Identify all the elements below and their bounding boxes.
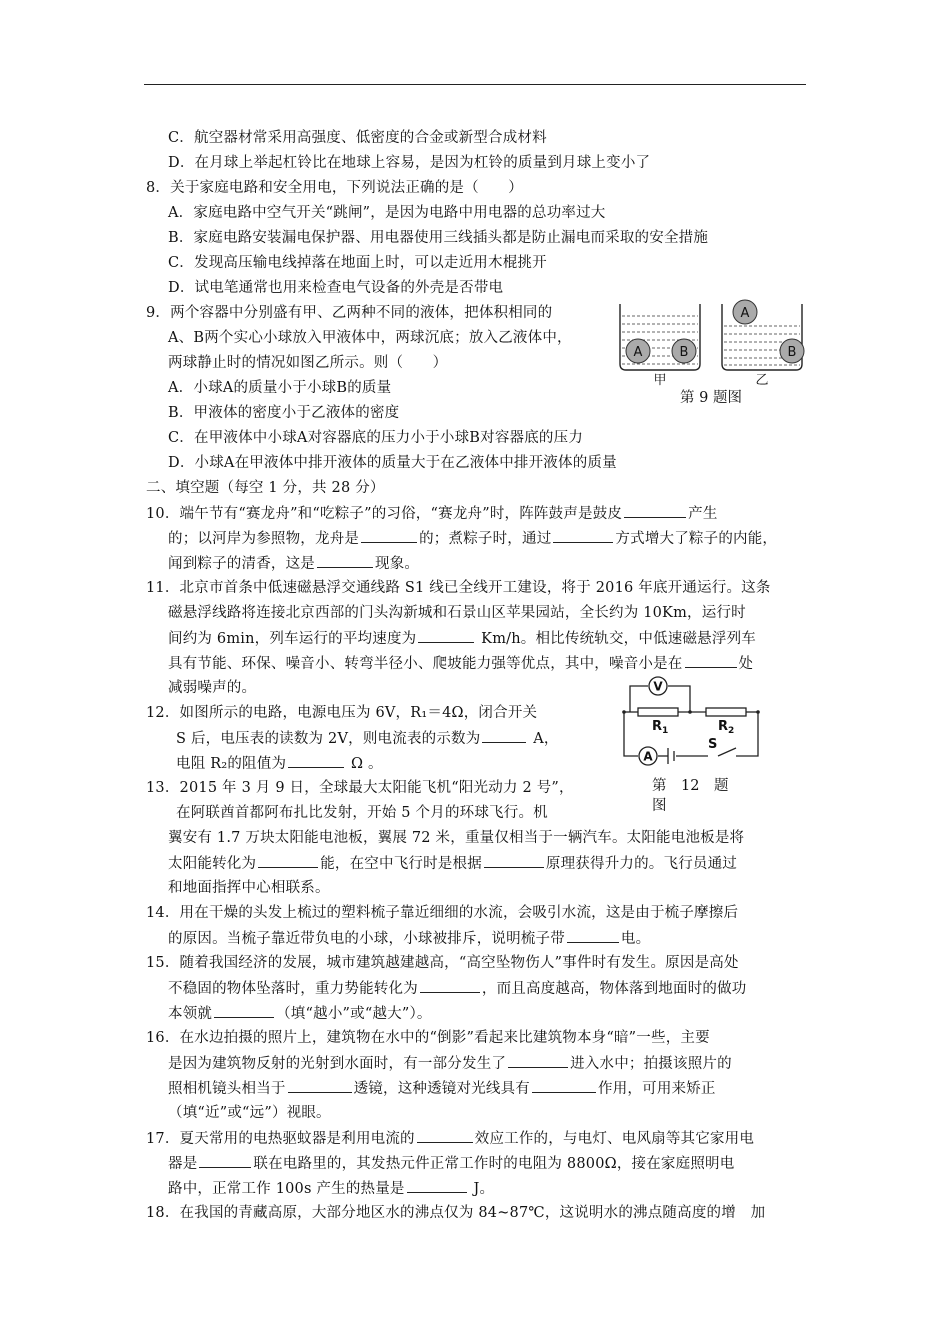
q12-r1-label: R: [652, 719, 663, 734]
q11-blank-2[interactable]: [685, 653, 737, 668]
q9-stem-line3: 两球静止时的情况如图乙所示。则（ ）: [168, 355, 448, 371]
q13-line3: 翼安有 1.7 万块太阳能电池板，翼展 72 米，重量仅相当于一辆汽车。太阳能电池板是将: [168, 830, 745, 846]
q12-blank-1[interactable]: [482, 728, 526, 743]
q14-line1: 14．用在干燥的头发上梳过的塑料梳子靠近细细的水流，会吸引水流，这是由于梳子摩擦后: [146, 905, 739, 921]
q16-line4: （填“近”或“远”）视眼。: [168, 1105, 331, 1121]
q11-line5: 减弱噪声的。: [168, 680, 257, 696]
q11-line3: 间约为 6min，列车运行的平均速度为 Km/h。相比传统轨交，中低速磁悬浮列车: [168, 628, 756, 649]
q8-option-b: B．家庭电路安装漏电保护器、用电器使用三线插头都是防止漏电而采取的安全措施: [168, 230, 709, 246]
q9-figure-caption: 第 9 题图: [680, 390, 742, 406]
q11-blank-1[interactable]: [418, 628, 474, 643]
q11-line4: 具有节能、环保、噪音小、转弯半径小、爬坡能力强等优点，其中，噪音小是在 处: [168, 653, 753, 674]
q12-switch-label: S: [708, 737, 718, 752]
q12-circuit-figure: [612, 676, 768, 772]
q9-figure: [612, 296, 812, 386]
q8-option-a: A．家庭电路中空气开关“跳闸”，是因为电路中用电器的总功率过大: [168, 205, 606, 221]
q13-blank-2[interactable]: [484, 853, 544, 868]
q9-option-a: A．小球A的质量小于小球B的质量: [168, 380, 392, 396]
svg-text:R2: [718, 719, 734, 736]
q18-line1: 18．在我国的青藏高原，大部分地区水的沸点仅为 84~87℃，这说明水的沸点随高度的增 加: [146, 1205, 766, 1221]
header-rule: [144, 84, 806, 85]
q15-blank-1[interactable]: [420, 978, 480, 993]
q15-line2: 不稳固的物体坠落时，重力势能转化为 ，而且高度越高，物体落到地面时的做功: [168, 978, 747, 999]
q9-option-d: D．小球A在甲液体中排开液体的质量大于在乙液体中排开液体的质量: [168, 455, 617, 471]
q16-blank-3[interactable]: [532, 1078, 596, 1093]
section2-heading: 二、填空题（每空 1 分，共 28 分）: [146, 480, 385, 496]
q10-blank-2[interactable]: [361, 528, 417, 543]
q14-line2: 的原因。当梳子靠近带负电的小球，小球被排斥，说明梳子带 电。: [168, 928, 650, 949]
q16-line2: 是因为建筑物反射的光射到水面时，有一部分发生了 进入水中；拍摄该照片的: [168, 1053, 732, 1074]
q13-blank-1[interactable]: [258, 853, 318, 868]
svg-text:R1: [652, 719, 668, 736]
q12-voltmeter-label: V: [653, 679, 663, 694]
q9-stem-line2: A、B两个实心小球放入甲液体中，两球沉底；放入乙液体中，: [168, 330, 572, 346]
q13-line4: 太阳能转化为 能，在空中飞行时是根据 原理获得升力的。飞行员通过: [168, 853, 737, 874]
q10-line3: 闻到粽子的清香，这是 现象。: [168, 553, 419, 574]
q16-line3: 照相机镜头相当于 透镜，这种透镜对光线具有 作用，可用来矫正: [168, 1078, 716, 1099]
q12-resistor-r2: [706, 708, 746, 716]
q13-line1: 13．2015 年 3 月 9 日，全球最大太阳能飞机“阳光动力 2 号”，: [146, 780, 574, 796]
q9-ball-a-jia-label: A: [633, 345, 643, 360]
q16-blank-2[interactable]: [288, 1078, 352, 1093]
q10-blank-3[interactable]: [553, 528, 613, 543]
q13-line5: 和地面指挥中心相联系。: [168, 880, 330, 896]
q12-figure-caption-2: 图: [652, 798, 667, 814]
q9-ball-b-yi-label: B: [787, 345, 797, 360]
q12-line2: S 后，电压表的读数为 2V，则电流表的示数为 A，: [176, 728, 559, 749]
q17-blank-1[interactable]: [417, 1128, 473, 1143]
q9-stem-line1: 9．两个容器中分别盛有甲、乙两种不同的液体，把体积相同的: [146, 305, 553, 321]
q10-blank-1[interactable]: [624, 503, 686, 518]
q10-line2: 的；以河岸为参照物，龙舟是 的；煮粽子时，通过 方式增大了粽子的内能，: [168, 528, 777, 549]
q11-line2: 磁悬浮线路将连接北京西部的门头沟新城和石景山区苹果园站，全长约为 10Km，运行时: [168, 605, 746, 621]
q9-ball-b-jia-label: B: [679, 345, 689, 360]
q12-resistor-r1: [638, 708, 678, 716]
q9-option-b: B．甲液体的密度小于乙液体的密度: [168, 405, 400, 421]
q12-r1-sub: 1: [662, 726, 669, 736]
q17-line1: 17．夏天常用的电热驱蚊器是利用电流的 效应工作的，与电灯、电风扇等其它家用电: [146, 1128, 754, 1149]
q17-line3: 路中，正常工作 100s 产生的热量是 J。: [168, 1178, 494, 1199]
q8-stem: 8．关于家庭电路和安全用电，下列说法正确的是（ ）: [146, 180, 523, 196]
q12-r2-sub: 2: [728, 726, 735, 736]
q9-label-yi: 乙: [755, 373, 769, 386]
q17-blank-3[interactable]: [407, 1178, 467, 1193]
q8-option-d: D．试电笔通常也用来检查电气设备的外壳是否带电: [168, 280, 504, 296]
q11-line1: 11．北京市首条中低速磁悬浮交通线路 S1 线已全线开工建设，将于 2016 年底开通运行。这条: [146, 580, 771, 596]
q12-r2-label: R: [718, 719, 729, 734]
q16-line1: 16．在水边拍摄的照片上，建筑物在水中的“倒影”看起来比建筑物本身“暗”一些，主要: [146, 1030, 710, 1046]
q13-line2: 在阿联酋首都阿布扎比发射，开始 5 个月的环球飞行。机: [176, 805, 548, 821]
q17-line2: 器是 联在电路里的，其发热元件正常工作时的电阻为 8800Ω，接在家庭照明电: [168, 1153, 734, 1174]
q8-option-c: C．发现高压输电线掉落在地面上时，可以走近用木棍挑开: [168, 255, 547, 271]
q12-line1: 12．如图所示的电路，电源电压为 6V，R₁＝4Ω，闭合开关: [146, 705, 538, 721]
q12-blank-2[interactable]: [288, 753, 344, 768]
q10-line1: 10．端午节有“赛龙舟”和“吃粽子”的习俗，“赛龙舟”时，阵阵鼓声是鼓皮 产生: [146, 503, 718, 524]
q7-option-d: D．在月球上举起杠铃比在地球上容易，是因为杠铃的质量到月球上变小了: [168, 155, 651, 171]
q15-line1: 15．随着我国经济的发展，城市建筑越建越高，“高空坠物伤人”事件时有发生。原因是高处: [146, 955, 739, 971]
q10-blank-4[interactable]: [317, 553, 373, 568]
q15-line3: 本领就 （填“越小”或“越大”）。: [168, 1003, 432, 1024]
q9-ball-a-yi-label: A: [740, 306, 750, 321]
q14-blank-1[interactable]: [567, 928, 619, 943]
q9-label-jia: 甲: [653, 373, 667, 386]
q16-blank-1[interactable]: [508, 1053, 568, 1068]
q17-blank-2[interactable]: [199, 1153, 251, 1168]
q7-option-c: C．航空器材常采用高强度、低密度的合金或新型合成材料: [168, 130, 547, 146]
q12-figure-caption-1: 第 12 题: [652, 778, 729, 794]
q15-blank-2[interactable]: [214, 1003, 274, 1018]
q12-line3: 电阻 R₂的阻值为 Ω 。: [176, 753, 383, 774]
q9-option-c: C．在甲液体中小球A对容器底的压力小于小球B对容器底的压力: [168, 430, 584, 446]
q12-ammeter-label: A: [643, 749, 653, 764]
